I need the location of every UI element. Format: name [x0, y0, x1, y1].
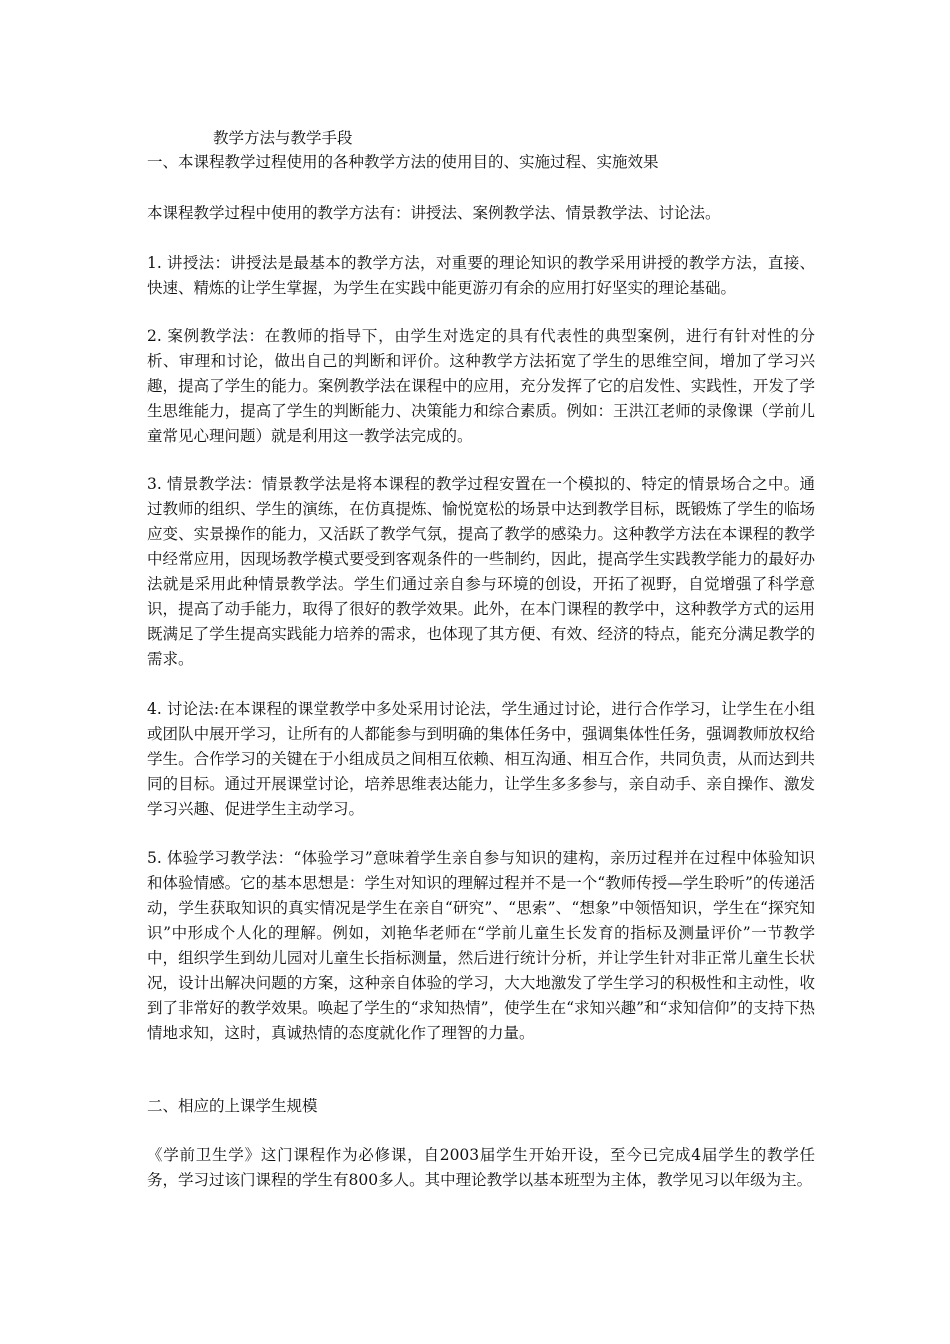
paragraph-case-method: 2. 案例教学法：在教师的指导下，由学生对选定的具有代表性的典型案例，进行有针对性的分析、审理和讨论，做出自己的判断和评价。这种教学方法拓宽了学生的思维空间，增加了学习兴趣，提高了学生的能力。案例教学法在课程中的应用，充分发挥了它的启发性、实践性，开发了学生思维能力，提高了学生的判断能力、决策能力和综合素质。例如：王洪江老师的录像课（学前儿童常见心理问题）就是利用这一教学法完成的。: [147, 327, 815, 445]
paragraph-lecture-method: 1. 讲授法：讲授法是最基本的教学方法，对重要的理论知识的教学采用讲授的教学方法，直接、快速、精炼的让学生掌握，为学生在实践中能更游刃有余的应用打好坚实的理论基础。: [147, 254, 815, 297]
paragraph-discussion-method: 4. 讨论法:在本课程的课堂教学中多处采用讨论法，学生通过讨论，进行合作学习，让学生在小组或团队中展开学习，让所有的人都能参与到明确的集体任务中，强调集体性任务，强调教师放权给学生。合作学习的关键在于小组成员之间相互依赖、相互沟通、相互合作，共同负责，从而达到共同的目标。通过开展课堂讨论，培养思维表达能力，让学生多多参与，亲自动手、亲自操作、激发学习兴趣、促进学生主动学习。: [147, 700, 815, 818]
paragraph-experiential-method: 5. 体验学习教学法：“体验学习”意味着学生亲自参与知识的建构，亲历过程并在过程中体验知识和体验情感。它的基本思想是：学生对知识的理解过程并不是一个“教师传授—学生聆听”的传递活动，学生获取知识的真实情况是学生在亲自“研究”、“思索”、“想象”中领悟知识，学生在“探究知识”中形成个人化的理解。例如，刘艳华老师在“学前儿童生长发育的指标及测量评价”一节教学中，组织学生到幼儿园对儿童生长指标测量，然后进行统计分析，并让学生针对非正常儿童生长状况，设计出解决问题的方案，这种亲自体验的学习，大大地激发了学生学习的积极性和主动性，收到了非常好的教学效果。唤起了学生的“求知热情”，使学生在“求知兴趣”和“求知信仰”的支持下热情地求知，这时，真诚热情的态度就化作了理智的力量。: [147, 849, 815, 1042]
paragraph-situational-method: 3. 情景教学法：情景教学法是将本课程的教学过程安置在一个模拟的、特定的情景场合之中。通过教师的组织、学生的演练，在仿真提炼、愉悦宽松的场景中达到教学目标，既锻炼了学生的临场应变、实景操作的能力，又活跃了教学气氛，提高了教学的感染力。这种教学方法在本课程的教学中经常应用，因现场教学模式要受到客观条件的一些制约，因此，提高学生实践教学能力的最好办法就是采用此种情景教学法。学生们通过亲自参与环境的创设，开拓了视野，自觉增强了科学意识，提高了动手能力，取得了很好的教学效果。此外，在本门课程的教学中，这种教学方式的运用既满足了学生提高实践能力培养的需求，也体现了其方便、有效、经济的特点，能充分满足教学的需求。: [147, 475, 815, 668]
section-heading-1: 一、本课程教学过程使用的各种教学方法的使用目的、实施过程、实施效果: [147, 153, 659, 171]
intro-paragraph: 本课程教学过程中使用的教学方法有：讲授法、案例教学法、情景教学法、讨论法。: [147, 204, 721, 222]
document-title: 教学方法与教学手段: [213, 129, 353, 147]
class-size-paragraph: 《学前卫生学》这门课程作为必修课，自2003届学生开始开设，至今已完成4届学生的教学任务，学习过该门课程的学生有800多人。其中理论教学以基本班型为主体，教学见习以年级为主。: [147, 1146, 815, 1189]
section-heading-2: 二、相应的上课学生规模: [147, 1097, 318, 1115]
